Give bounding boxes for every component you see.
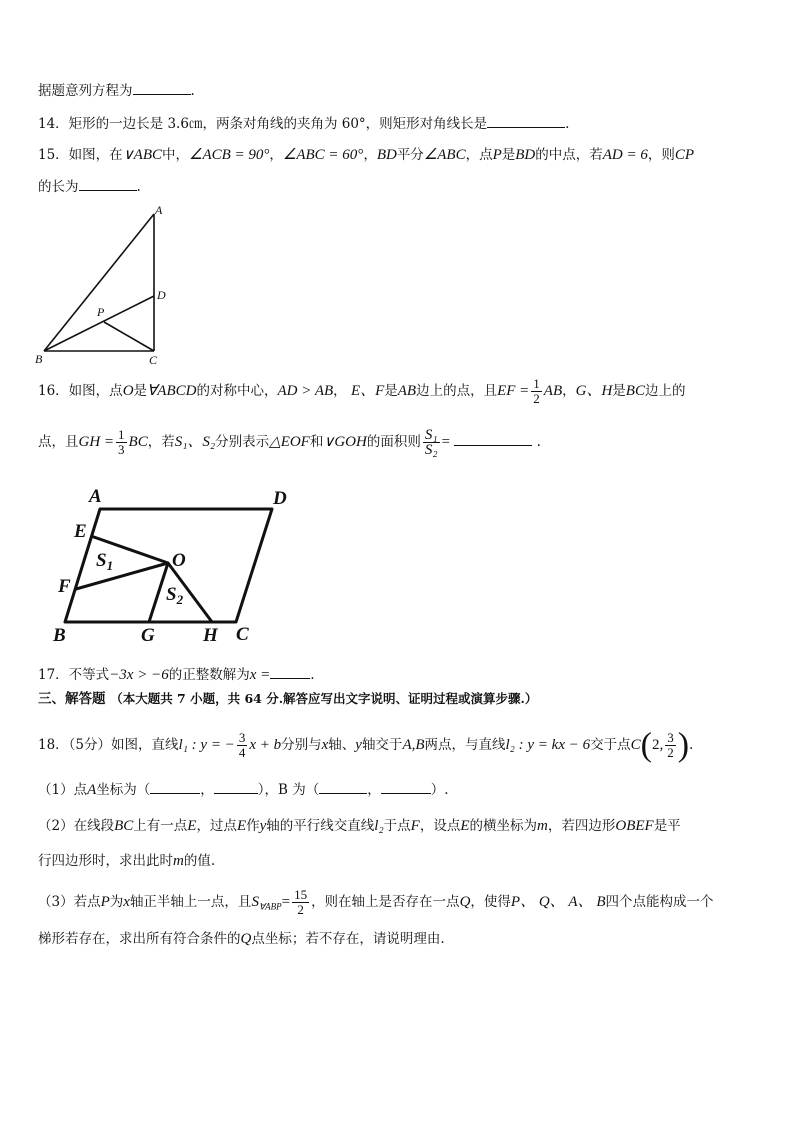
label-c: C <box>149 353 158 367</box>
question-18-part2: （2）在线段BC上有一点E，过点E作y轴的平行线交直线l₂于点F，设点E的横坐标为m，若四边形OBEF是平 <box>38 818 681 834</box>
answer-blank[interactable] <box>214 779 258 794</box>
label-a: A <box>89 486 102 507</box>
label-b: B <box>53 625 66 646</box>
question-17: 17．不等式−3x > −6的正整数解为x = . <box>38 664 315 685</box>
label-s1: $S_1$ <box>96 550 114 573</box>
question-15-line2: 的长为 . <box>38 176 141 197</box>
figure-15-triangle <box>30 198 180 370</box>
answer-blank[interactable] <box>79 176 137 191</box>
question-18-part3-line2: 梯形若存在，求出所有符合条件的Q点坐标；若不存在，请说明理由. <box>38 931 445 947</box>
label-f: F <box>58 576 71 597</box>
label-d: D <box>273 488 287 509</box>
section-3-heading: 三、解答题 （本大题共 7 小题，共 64 分.解答应写出文字说明、证明过程或演算步骤.） <box>38 691 538 707</box>
label-c: C <box>236 624 249 645</box>
question-18-part2-line2: 行四边形时，求出此时m的值. <box>38 853 216 869</box>
fraction-slope: $\frac{3}{4}$ <box>238 730 246 760</box>
q13-tail: 据题意列方程为 . <box>38 80 195 101</box>
answer-blank[interactable] <box>150 779 200 794</box>
figure-16-parallelogram <box>45 480 310 650</box>
label-e: E <box>74 521 87 542</box>
label-d: D <box>157 288 166 302</box>
fraction-area-ratio: $\frac{\text{S₁}}{\text{S₂}}$ <box>424 427 438 458</box>
label-g: G <box>141 625 155 646</box>
question-16: 16．如图，点O是∀ABCD的对称中心，AD > AB， E、F是AB边上的点，且EF = $\frac{1}{2}$ AB，G、H是BC边上的 <box>38 376 686 406</box>
segment-cp <box>104 322 154 351</box>
question-14: 14．矩形的一边长是 3.6㎝，两条对角线的夹角为 60°，则矩形对角线长是 . <box>38 113 569 134</box>
answer-blank[interactable] <box>487 113 565 128</box>
segment-ab <box>44 214 154 351</box>
label-o: O <box>172 550 186 571</box>
answer-blank[interactable] <box>133 80 191 95</box>
answer-blank[interactable] <box>319 779 367 794</box>
answer-blank[interactable] <box>454 431 532 446</box>
fraction-third: $\frac{1}{3}$ <box>118 427 125 457</box>
answer-blank[interactable] <box>270 664 310 679</box>
question-15: 15．如图，在∨ABC中，∠ACB = 90°，∠ABC = 60°，BD平分∠ABC，点P是BD的中点，若AD = 6，则CP <box>38 147 695 163</box>
fraction-area: $\frac{15}{2}$ <box>294 887 308 917</box>
question-18-part1: （1）点A坐标为（ ， ），B 为（ ， ）. <box>38 779 449 800</box>
label-h: H <box>203 625 218 646</box>
question-18-part3: （3）若点P为x轴正半轴上一点，且$S_{\forall ABP}=$ $\frac{15}{2}$ ，则在轴上是否存在一点Q，使得P、 Q、 A、 B四个点能构成一个 <box>38 887 714 917</box>
label-s2: $S_2$ <box>166 584 184 607</box>
label-p: P <box>97 305 105 319</box>
label-b: B <box>35 352 43 366</box>
label-a: A <box>155 203 163 217</box>
fraction-c-y: $\frac{3}{2}$ <box>667 730 674 760</box>
question-18: 18．（5分）如图，直线l₁ : y = − $\frac{3}{4}$ x + b分别与x轴、y轴交于A,B两点，与直线l₂ : y = kx − 6交于点C(2, $\frac{3}{2}$ ). <box>38 726 694 764</box>
question-16-line2: 点，且GH = $\frac{1}{3}$ BC，若S₁、S₂分别表示△EOF和∨GOH的面积则 $\frac{\text{S₁}}{\text{S₂}}$ = . <box>38 427 541 458</box>
answer-blank[interactable] <box>381 779 431 794</box>
fraction-half: $\frac{1}{2}$ <box>533 376 540 406</box>
